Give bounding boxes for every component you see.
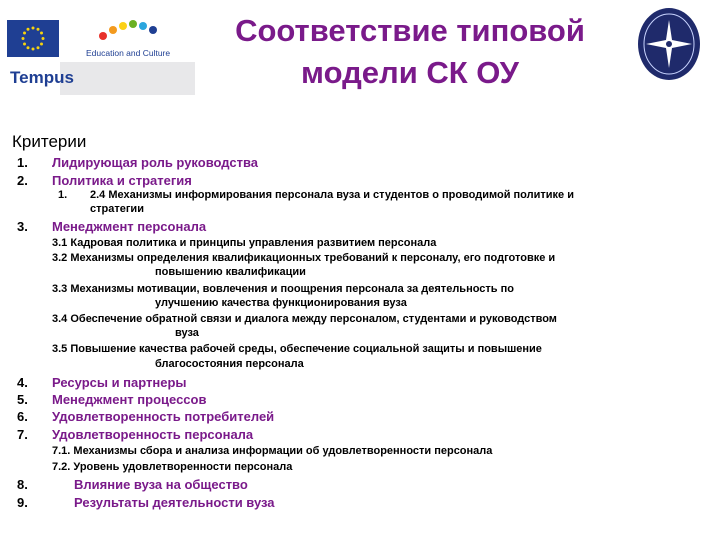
item-number: 9.: [17, 495, 28, 510]
list-item: Ресурсы и партнеры: [52, 375, 187, 390]
education-culture-icon: [95, 16, 165, 46]
logo-area: [0, 0, 195, 95]
item-number: 8.: [17, 477, 28, 492]
sub-item-line: 3.3 Механизмы мотивации, вовлечения и поощрения персонала за деятельность по: [52, 283, 514, 295]
sub-item-line: благосостояния персонала: [155, 358, 304, 370]
sub-item-line: 7.2. Уровень удовлетворенности персонала: [52, 461, 293, 473]
sub-item-number: 1.: [58, 189, 68, 201]
sub-item-line: 7.1. Механизмы сбора и анализа информации об удовлетворенности персонала: [52, 445, 493, 457]
sub-item-line: 2.4 Механизмы информирования персонала вуза и студентов о проводимой политике и: [90, 189, 574, 201]
item-number: 3.: [17, 219, 28, 234]
list-item: Результаты деятельности вуза: [74, 495, 275, 510]
university-seal-icon: [636, 6, 702, 82]
item-number: 6.: [17, 409, 28, 424]
list-item: Лидирующая роль руководства: [52, 155, 259, 170]
item-number: 7.: [17, 427, 28, 442]
sub-item-line: 3.5 Повышение качества рабочей среды, обеспечение социальной защиты и повышение: [52, 343, 542, 355]
sub-item-line: вуза: [175, 327, 199, 339]
title-line-1: Соответствие типовой: [235, 13, 585, 48]
sub-item-line: 3.4 Обеспечение обратной связи и диалога между персоналом, студентами и руководством: [52, 313, 557, 325]
education-culture-label: Education and Culture: [86, 48, 171, 58]
sub-item-line: стратегии: [90, 203, 144, 215]
sub-item-line: повышению квалификации: [155, 266, 306, 278]
sub-item-line: 3.2 Механизмы определения квалификационных требований к персоналу, его подготовке и: [52, 252, 556, 264]
tempus-logo-text: Tempus: [10, 68, 74, 87]
criteria-heading: Критерии: [12, 132, 87, 151]
item-number: 5.: [17, 392, 28, 407]
list-item: Удовлетворенность потребителей: [52, 409, 275, 424]
item-number: 1.: [17, 155, 28, 170]
title-line-2: модели СК ОУ: [301, 55, 519, 90]
list-item: Политика и стратегия: [52, 173, 192, 188]
sub-item-line: 3.1 Кадровая политика и принципы управления развитием персонала: [52, 237, 437, 249]
list-item: Менеджмент персонала: [52, 219, 207, 234]
logo-band: [60, 62, 195, 95]
list-item: Удовлетворенность персонала: [52, 427, 254, 442]
sub-item-line: улучшению качества функционирования вуза: [155, 297, 407, 309]
item-number: 4.: [17, 375, 28, 390]
item-number: 2.: [17, 173, 28, 188]
list-item: Влияние вуза на общество: [74, 477, 248, 492]
eu-flag-icon: [7, 20, 59, 57]
page-title: [190, 10, 630, 94]
list-item: Менеджмент процессов: [52, 392, 207, 407]
